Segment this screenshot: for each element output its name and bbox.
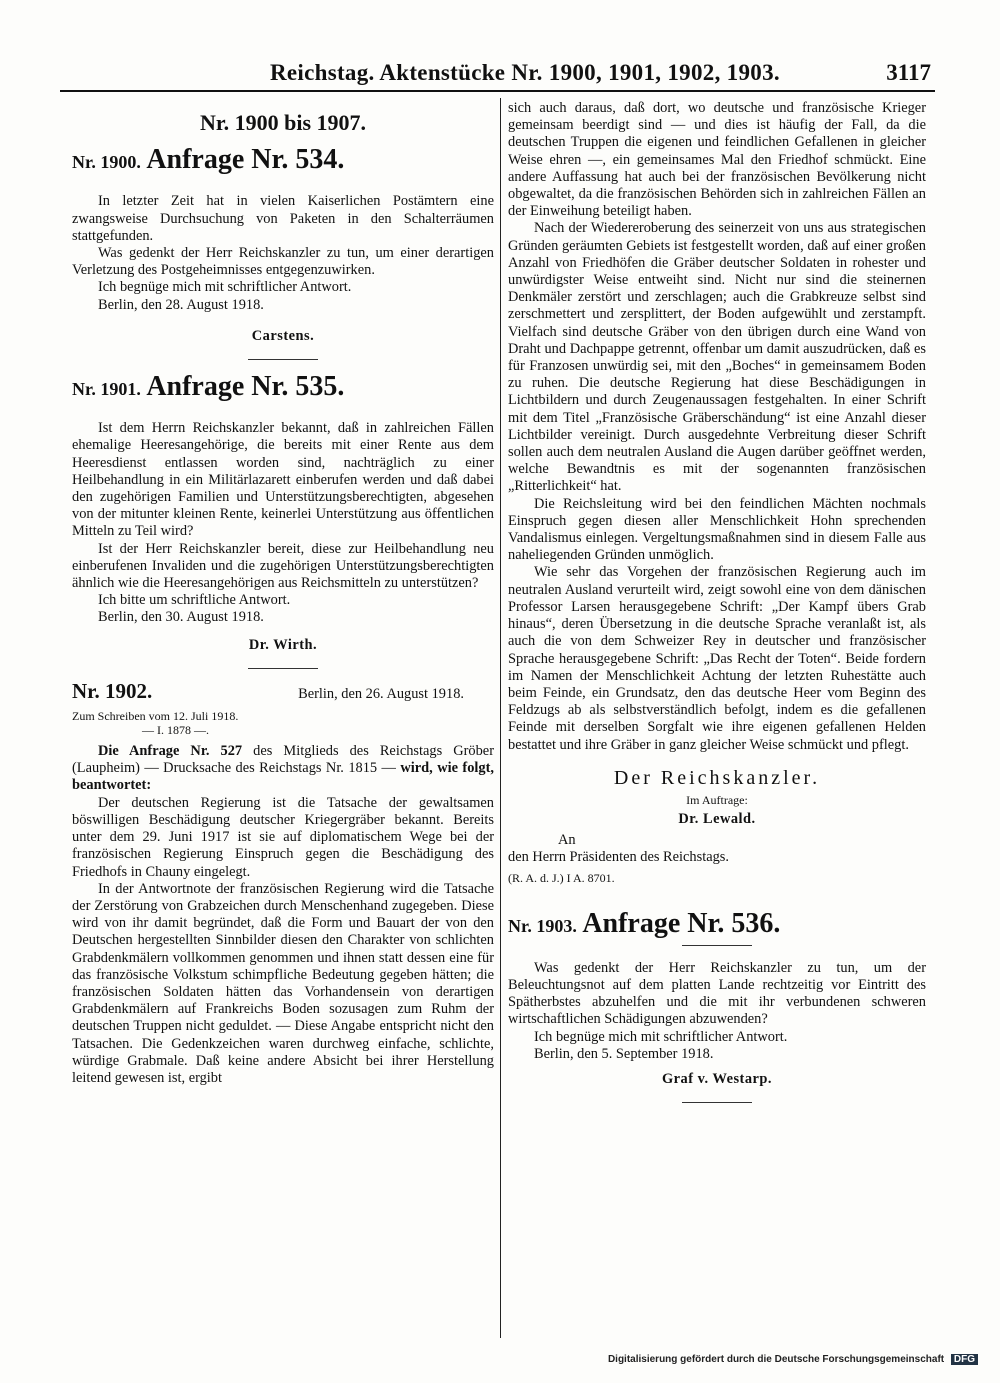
addressee: den Herrn Präsidenten des Reichstags. [508, 849, 729, 866]
paragraph: Ich bitte um schriftliche Antwort. [98, 592, 291, 609]
reference-number: — I. 1878 —. [142, 723, 209, 738]
right-column [508, 100, 926, 1117]
paragraph: Wie sehr das Vorgehen der französischen Regierung auch im neutralen Ausland verurteilt wird, zeigt sowohl eine von dem dänischen Professor Larsen herausgegebene Schrift: „Der Kampf übers Grab hinaus“, deren Übersetzung in die deutsche Sprache veranlaßt ist, als auch die von dem Schweizer Rey in deutscher und französischer Sprache herausgegebene Schrift: „Das Recht der Toten“. Beide fordern im Namen der Menschlichkeit Achtung der letzten Ruhestätte auch beim Feinde, ein Grundsatz, den das deutsche Heer vom Beginn des Feldzugs ab als selbstverständlich befolgt, indem es die gefallenen Feinde mit derselben Sorgfalt wie ihre eigenen gefallenen Helden bestattet und ihre Gräber in ganz gleicher Weise schmückt und pflegt. [508, 564, 926, 753]
section-1901-nr: Nr. 1901. [72, 379, 141, 400]
dfg-logo: DFG [951, 1354, 978, 1365]
section-1902-date: Berlin, den 26. August 1918. [298, 685, 464, 702]
signature: Dr. Wirth. [248, 636, 318, 653]
reference-line: Zum Schreiben vom 12. Juli 1918. [72, 709, 239, 724]
section-1903-title: Anfrage Nr. 536. [582, 907, 781, 939]
im-auftrage: Im Auftrage: [686, 792, 748, 807]
section-1901-title: Anfrage Nr. 535. [146, 371, 345, 403]
signature: Graf v. Westarp. [661, 1070, 773, 1087]
footer-credit [608, 1354, 978, 1365]
page-number: 3117 [886, 60, 931, 85]
section-1901-heading [72, 371, 494, 403]
section-1900-title: Anfrage Nr. 534. [146, 144, 345, 176]
divider [682, 945, 752, 946]
section-1903-heading [508, 907, 926, 939]
page-header [60, 58, 935, 92]
divider [248, 668, 318, 669]
signer: Dr. Lewald. [678, 810, 756, 827]
left-column [72, 100, 494, 1087]
header-title: Reichstag. Aktenstücke Nr. 1900, 1901, 1902, 1903. [270, 60, 780, 85]
divider [682, 1102, 752, 1103]
paragraph: In letzter Zeit hat in vielen Kaiserlichen Postämtern eine zwangsweise Durchsuchung von Paketen in den Schalterräumen stattgefunden. [72, 193, 494, 244]
paragraph: Ist dem Herrn Reichskanzler bekannt, daß in zahlreichen Fällen ehemalige Heeresangehörige, die bereits mit einer Rente aus dem Heeresdienst entlassen worden sind, nachträglich zu einer Heilbehandlung in ein Militärlazarett einberufen werden und daß dabei den zugehörigen Familien und Unterstützungsberechtigten, abgesehen von der mitunter kleinen Rente, keinerlei Unterstützung aus öffentlichen Mitteln zu Teil wird? [72, 420, 494, 540]
section-1900-heading [72, 144, 494, 176]
signature: Carstens. [251, 327, 315, 344]
range-title: Nr. 1900 bis 1907. [199, 110, 367, 135]
section-1902-nr: Nr. 1902. [72, 678, 153, 703]
column-divider [500, 98, 501, 1338]
paragraph: Der deutschen Regierung ist die Tatsache der gewaltsamen böswilligen Beschädigung deutscher Kriegergräber bekannt. Bereits unter dem 29. Juni 1917 ist sie auf diplomatischem Wege bei der französischen Regierung Einspruch gegen die Beschädigung des Friedhofs in Chauny eingelegt. [72, 794, 494, 880]
lead-text: des Mitglieds des Reichstags Gröber (Laupheim) — Drucksache des Reichstags Nr. 1815 — [72, 743, 494, 777]
divider [248, 359, 318, 360]
paragraph: sich auch daraus, daß dort, wo deutsche und französische Krieger gemeinsam beerdigt sind — und dies ist häufig der Fall, da die deutschen Truppen die eigenen und feindlichen Gefallenen in gleicher Weise ehren —, ein gemeinsames Mal den Friedhof schmückt. Eine andere Auffassung hat auch bei der französischen Bevölkerung nicht obgewaltet, da die französischen Behörden sich in zahlreichen Fällen an der Einweihung beteiligt haben. [508, 100, 926, 220]
paragraph: Ist der Herr Reichskanzler bereit, diese zur Heilbehandlung neu einberufenen Invaliden und die zugehörigen Unterstützungsberechtigten ähnlich wie die Heeresangehörigen aus Reichsmitteln zu unterstützen? [72, 540, 494, 592]
paragraph: Die Reichsleitung wird bei den feindlichen Mächten nochmals Einspruch gegen diesen aller Menschlichkeit Hohn sprechenden Vandalismus einlegen. Vergeltungsmaßnahmen sind in diesem Falle aus naheliegenden Gründen unmöglich. [508, 495, 926, 564]
paragraph: Was gedenkt der Herr Reichskanzler zu tun, um der Beleuchtungsnot auf dem platten Lande rechtzeitig vor Eintritt des Spätherbstes abzuhelfen und die mit ihr verbundenen schweren wirtschaftlichen Schädigungen abzuwenden? [508, 959, 926, 1028]
paragraph: Ich begnüge mich mit schriftlicher Antwort. [534, 1028, 788, 1045]
date-line: Berlin, den 28. August 1918. [98, 296, 264, 313]
paragraph: Ich begnüge mich mit schriftlicher Antwort. [98, 279, 352, 296]
date-line: Berlin, den 30. August 1918. [98, 609, 264, 626]
reference: (R. A. d. J.) I A. 8701. [508, 870, 615, 885]
lead-end: wird, wie folgt, beantwortet: [72, 760, 494, 794]
section-1900-nr: Nr. 1900. [72, 152, 141, 173]
section-1903-nr: Nr. 1903. [508, 915, 577, 936]
date-line: Berlin, den 5. September 1918. [534, 1045, 714, 1062]
section-1902-heading [72, 678, 494, 703]
an-label: An [558, 832, 576, 849]
paragraph: Nach der Wiedereroberung des seinerzeit von uns aus strategischen Gründen geräumten Gebiets ist festgestellt worden, daß auf einer großen Anzahl von Friedhöfen die Gräber deutscher Soldaten in rohester und unwürdigster Weise entweiht sind. Nicht nur sind die steinernen Denkmäler zerstört und zerschlagen; auch die Grabkreuze selbst sind zerschmettert und zersplittert, der Boden aufgewühlt und zerstampft. Vielfach sind deutsche Gräber von den übrigen durch eine Wand von Draht und Dachpappe getrennt, offenbar um damit auszudrücken, daß es für Franzosen unwürdig sei, mit den „Boches“ in gemeinsamem Boden zu ruhen. Die deutsche Regierung hat diese Beschädigungen in Lichtbildern und durch Zeugenaussagen festgehalten. In einer Schrift mit dem Titel „Französische Gräberschändung“ ist eine Anzahl dieser Lichtbilder vereinigt. Durch ausgedehnte Verbreitung dieser Schrift sollen auch dem neutralen Ausland die Augen darüber geöffnet werden, welche Bewandtnis es mit der sogenannten französischen „Ritterlichkeit“ hat. [508, 220, 926, 495]
footer-text: Digitalisierung gefördert durch die Deutsche Forschungsgemeinschaft [607, 1354, 945, 1365]
paragraph: In der Antwortnote der französischen Regierung wird die Tatsache der Zerstörung von Grabzeichen durch Menschenhand zugegeben. Diese wird von ihr damit begründet, daß die Form und Bauart der von den Deutschen hergestellten Sinnbilder diesen den Charakter von schlichten Grabdenkmälern vollkommen genommen und ihnen statt dessen eine für das französische Volkstum schimpfliche Bedeutung gegeben hätten; die französischen Soldaten hätten das Vorhandensein von derartigen Grabdenkmälern auf Frankreichs Boden sozusagen zum Ruhm der deutschen Truppen nicht geduldet. — Diese Angabe entspricht nicht den Tatsachen. Die Gedenkzeichen waren durchweg einfache, schlichte, würdige Grabmale. Daß keine andere Absicht bei ihrer Herstellung leitend gewesen ist, ergibt [72, 880, 494, 1086]
signature-title: Der Reichskanzler. [613, 766, 821, 789]
paragraph: Was gedenkt der Herr Reichskanzler zu tun, um einer derartigen Verletzung des Postgeheimnisses entgegenzuwirken. [72, 245, 494, 279]
lead-bold: Die Anfrage Nr. 527 [98, 743, 243, 760]
